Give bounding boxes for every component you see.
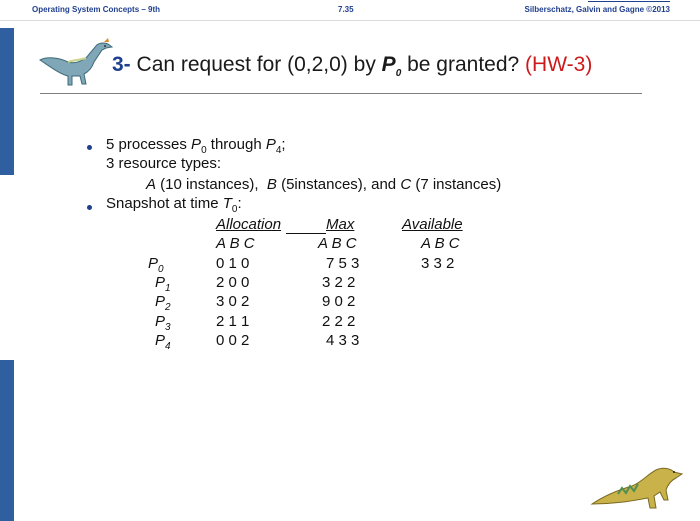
title-text-after: be granted?: [407, 53, 520, 76]
table-subheader-allocation: A B C: [216, 235, 255, 252]
table-row-process: $P_0$: [148, 255, 164, 275]
table-cell-max: 3 2 2: [322, 274, 356, 291]
header-rule-link: [286, 233, 326, 234]
title-text-before: Can request for (0,2,0) by: [136, 53, 376, 76]
bullet-1-line-3: A (10 instances), B (5instances), and C (7 instances): [146, 176, 502, 193]
table-cell-allocation: 2 0 0: [216, 274, 250, 291]
table-row-process: $P_2$: [155, 293, 171, 313]
table-subheader-max: A B C: [318, 235, 357, 252]
header-course: Operating System Concepts – 9th: [32, 5, 161, 14]
left-accent-bar: [0, 20, 14, 521]
table-cell-allocation: 3 0 2: [216, 293, 250, 310]
bullet-dot: [87, 205, 92, 210]
table-cell-available: 3 3 2: [421, 255, 455, 272]
table-cell-max: 9 0 2: [322, 293, 356, 310]
header-rule: [588, 1, 670, 2]
title-number: 3-: [112, 53, 131, 76]
table-cell-max: 4 3 3: [326, 332, 360, 349]
dinosaur-corner-icon: [588, 460, 688, 516]
dinosaur-logo-icon: [38, 38, 118, 88]
table-row-process: $P_1$: [155, 274, 171, 294]
bullet-1-line-1: 5 processes $P_0$ through $P_4$;: [106, 136, 286, 156]
table-row-process: $P_3$: [155, 313, 171, 333]
bullet-dot: [87, 145, 92, 150]
table-subheader-available: A B C: [421, 235, 460, 252]
bullet-1-line-2: 3 resource types:: [106, 155, 222, 172]
table-header-max: Max: [326, 216, 355, 233]
table-cell-max: 2 2 2: [322, 313, 356, 330]
header-authors: Silberschatz, Galvin and Gagne ©2013: [524, 5, 670, 14]
title-divider: [40, 93, 642, 94]
slide-header: [0, 0, 700, 21]
title-process: $P_0$: [381, 53, 402, 80]
table-row-process: $P_4$: [155, 332, 171, 352]
table-cell-allocation: 2 1 1: [216, 313, 250, 330]
table-cell-allocation: 0 1 0: [216, 255, 250, 272]
table-cell-max: 7 5 3: [326, 255, 360, 272]
table-header-available: Available: [402, 216, 463, 233]
table-header-allocation: Allocation: [216, 216, 282, 233]
table-cell-allocation: 0 0 2: [216, 332, 250, 349]
bullet-2-line-1: Snapshot at time $T_0$:: [106, 195, 242, 215]
title-homework-tag: (HW-3): [525, 53, 593, 76]
slide-title: [112, 53, 592, 79]
header-page-number: 7.35: [338, 5, 354, 14]
